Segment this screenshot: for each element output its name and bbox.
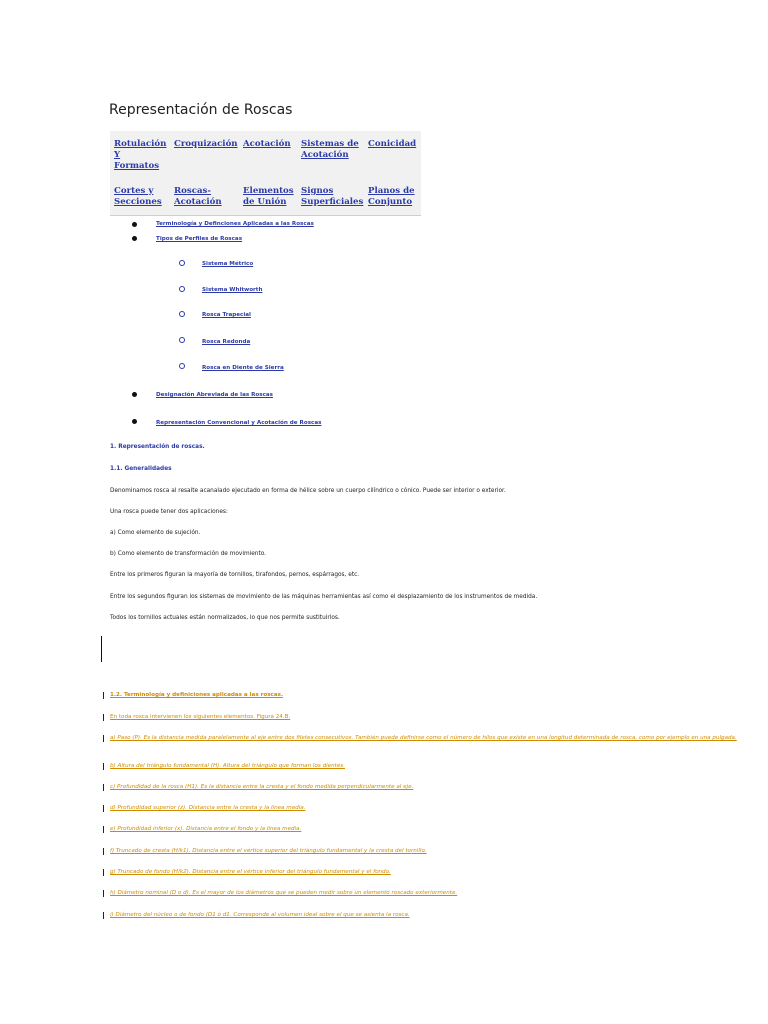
definition-link-truncado-fondo[interactable]: g) Truncado de fondo (H/k2). Distancia entre el vértice inferior del triángulo fundamental y el fondo.: [110, 869, 391, 875]
bullet-icon: [132, 392, 137, 397]
paragraph: Todos los tornillos actuales están normalizados, lo que nos permite sustituirlos.: [110, 615, 340, 621]
line-marker: [103, 912, 104, 919]
subsection-heading: 1.1. Generalidades: [110, 466, 172, 472]
toc-link-sistema-metrico[interactable]: Sistema Métrico: [202, 261, 254, 267]
toc-link-rosca-redonda[interactable]: Rosca Redonda: [202, 339, 251, 345]
nav-link-signos-superficiales[interactable]: Signos Superficiales: [301, 186, 364, 207]
nav-link-croquizacion[interactable]: Croquización: [174, 139, 238, 149]
line-marker: [103, 805, 104, 812]
circle-bullet-icon: [179, 363, 185, 369]
line-marker: [103, 784, 104, 791]
circle-bullet-icon: [179, 311, 185, 317]
paragraph: b) Como elemento de transformación de movimiento.: [110, 551, 267, 557]
circle-bullet-icon: [179, 337, 185, 343]
toc-link-rosca-trapecial[interactable]: Rosca Trapecial: [202, 312, 251, 318]
paragraph: Una rosca puede tener dos aplicaciones:: [110, 509, 228, 515]
circle-bullet-icon: [179, 286, 185, 292]
line-marker: [103, 735, 104, 742]
toc-link-representacion[interactable]: Representación Convencional y Acotación de Roscas: [156, 420, 322, 426]
toc-link-sistema-whitworth[interactable]: Sistema Whitworth: [202, 287, 263, 293]
line-marker: [103, 869, 104, 876]
bullet-icon: [132, 419, 137, 424]
nav-link-planos-conjunto[interactable]: Planos de Conjunto: [368, 186, 415, 207]
nav-table: [110, 131, 421, 216]
line-marker: [103, 826, 104, 833]
nav-link-acotacion[interactable]: Acotación: [243, 139, 291, 149]
page-title: Representación de Roscas: [109, 102, 293, 118]
nav-link-cortes-secciones[interactable]: Cortes y Secciones: [114, 186, 162, 207]
definition-link-altura[interactable]: b) Altura del triángulo fundamental (H). Altura del triángulo que forman los dientes.: [110, 763, 346, 769]
section-heading: 1. Representación de roscas.: [110, 444, 205, 450]
line-marker: [103, 890, 104, 897]
definition-link[interactable]: En toda rosca intervienen los siguientes elementos. Figura 24.B.: [110, 714, 291, 720]
nav-link-conicidad[interactable]: Conicidad: [368, 139, 417, 149]
paragraph: Denominamos rosca al resalte acanalado ejecutado en forma de hélice sobre un cuerpo cilíndrico o cónico. Puede ser interior o exterior.: [110, 488, 506, 494]
definition-link-profundidad[interactable]: c) Profundidad de la rosca (H1). Es la distancia entre la cresta y el fondo medida perpendicularmente al eje.: [110, 784, 414, 790]
paragraph: a) Como elemento de sujeción.: [110, 530, 201, 536]
definition-link-prof-superior[interactable]: d) Profundidad superior (z). Distancia entre la cresta y la línea media.: [110, 805, 306, 811]
nav-link-roscas-acotacion[interactable]: Roscas-Acotación: [174, 186, 222, 207]
text-cursor: [101, 636, 102, 662]
line-marker: [103, 848, 104, 855]
circle-bullet-icon: [179, 260, 185, 266]
toc-link-tipos-perfiles[interactable]: Tipos de Perfiles de Roscas: [156, 236, 243, 242]
nav-link-elementos-union[interactable]: Elementos de Unión: [243, 186, 294, 207]
nav-link-rotulacion[interactable]: Rotulación Y Formatos: [114, 139, 167, 171]
definition-link-diametro-nominal[interactable]: h) Diámetro nominal (D o d). Es el mayor de los diámetros que se pueden medir sobre un elemento roscado exteriormente.: [110, 890, 458, 896]
line-marker: [103, 763, 104, 770]
paragraph: Entre los primeros figuran la mayoría de tornillos, tirafondos, pernos, espárragos, etc.: [110, 572, 360, 578]
definition-link-diametro-nucleo[interactable]: i) Diámetro del núcleo o de fondo (D1 ó d1. Corresponde al volumen ideal sobre el que se asienta la rosca.: [110, 912, 410, 918]
toc-link-terminologia[interactable]: Terminología y Definciones Aplicadas a las Roscas: [156, 221, 314, 227]
bullet-icon: [132, 236, 137, 241]
line-marker: [103, 692, 104, 699]
toc-link-designacion[interactable]: Designación Abreviada de las Roscas: [156, 392, 274, 398]
definition-link-prof-inferior[interactable]: e) Profundidad inferior (x). Distancia entre el fondo y la línea media.: [110, 826, 302, 832]
definition-link-truncado-cresta[interactable]: f) Truncado de cresta (H/k1). Distancia entre el vértice superior del triángulo fundamental y la cresta del tornillo.: [110, 848, 427, 854]
bullet-icon: [132, 222, 137, 227]
line-marker: [103, 714, 104, 721]
toc-link-rosca-diente-sierra[interactable]: Rosca en Diente de Sierra: [202, 365, 284, 371]
nav-link-sistemas-acotacion[interactable]: Sistemas de Acotación: [301, 139, 359, 160]
paragraph: Entre los segundos figuran los sistemas de movimiento de las máquinas herramientas así como el desplazamiento de los instrumentos de medida.: [110, 594, 538, 600]
section-link-terminologia[interactable]: 1.2. Terminología y definiciones aplicadas a las roscas.: [110, 692, 284, 698]
definition-link-paso[interactable]: a) Paso (P). Es la distancia medida paralelamente al eje entre dos filetes consecutivos. También puede definirse como el número de hilos que existe en una longitud determinada de rosca, como por ejemplo en una pulgada.: [110, 735, 737, 741]
